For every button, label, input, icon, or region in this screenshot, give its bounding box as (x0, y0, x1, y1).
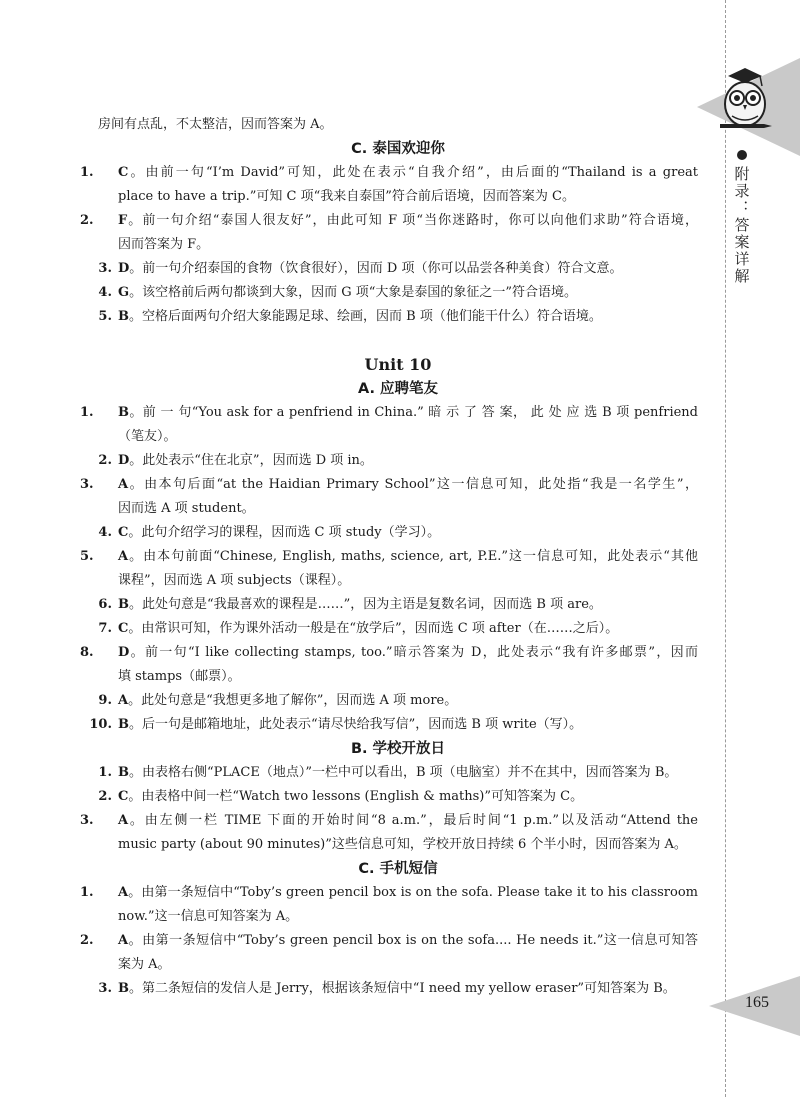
answer-line (98, 521, 698, 545)
answer-item (98, 521, 698, 545)
answer-line (80, 929, 698, 953)
explanation-text: 。由本句后面“at the Haidian Primary School”这一信息可知，此处指“我是一名学生”， (128, 477, 698, 492)
item-number: 4. (98, 285, 112, 300)
answer-letter: C (118, 165, 129, 180)
answer-line (98, 257, 698, 281)
explanation-text: 。由常识可知，作为课外活动一般是在“放学后”，因而选 C 项 after（在……之后）。 (128, 621, 619, 636)
answer-letter: C (118, 789, 129, 804)
answer-letter: B (118, 981, 129, 996)
explanation-text: 。前一句介绍“泰国人很友好”，由此可知 F 项“当你迷路时，你可以向他们求助”符合语境， (127, 213, 698, 228)
owl-mascot-icon (714, 64, 776, 134)
page-number: 165 (745, 994, 769, 1011)
answer-line (98, 785, 698, 809)
item-number: 3. (98, 981, 112, 996)
item-number: 1. (80, 885, 94, 900)
answer-item (80, 809, 698, 857)
item-number: 7. (98, 621, 112, 636)
answer-line (98, 617, 698, 641)
explanation-text: 。由表格右侧“PLACE（地点）”一栏中可以看出，B 项（电脑室）并不在其中，因而答案为 B。 (129, 765, 678, 780)
explanation-text: 。由前一句“I’m David”可知，此处在表示“自我介绍”，由后面的“Thailand is a great (128, 165, 698, 180)
answer-item (80, 881, 698, 929)
item-number: 5. (80, 549, 94, 564)
answer-letter: B (118, 765, 129, 780)
answer-line (80, 809, 698, 833)
answer-line (80, 881, 698, 905)
answer-item (80, 545, 698, 593)
explanation-text: 。由第一条短信中“Toby’s green pencil box is on the sofa. Please take it to his classroom (128, 885, 698, 900)
answer-item (98, 689, 698, 713)
answer-line (98, 305, 698, 329)
unit-section-0-heading: A. 应聘笔友 (357, 381, 439, 397)
explanation-text: 。由第一条短信中“Toby’s green pencil box is on the sofa.... He needs it.”这一信息可知答 (128, 933, 698, 948)
unit-section-1-heading: B. 学校开放日 (350, 741, 446, 757)
explanation-text: place to have a trip.”可知 C 项“我来自泰国”符合前后语境，因而答案为 C。 (118, 189, 575, 204)
explanation-text: 。前 一 句“You ask for a penfriend in China.” 暗 示 了 答 案， 此 处 应 选 B 项 penfriend (129, 405, 698, 420)
item-number: 1. (80, 165, 94, 180)
explanation-text: 。该空格前后两句都谈到大象，因而 G 项“大象是泰国的象征之一”符合语境。 (129, 285, 578, 300)
answer-line (118, 425, 698, 449)
cut-line-divider (725, 0, 726, 1097)
answer-letter: F (118, 213, 128, 228)
item-number: 2. (80, 213, 94, 228)
answer-line (98, 593, 698, 617)
bullet-icon (737, 150, 747, 160)
explanation-text: 。后一句是邮箱地址，此处表示“请尽快给我写信”，因而选 B 项 write（写）。 (129, 717, 583, 732)
answer-content (80, 113, 698, 1001)
answer-line (118, 185, 698, 209)
answer-item (98, 281, 698, 305)
item-number: 3. (80, 477, 94, 492)
explanation-text: （笔友）。 (118, 429, 177, 444)
explanation-text: 。前一句“I like collecting stamps, too.”暗示答案为 D，此处表示“我有许多邮票”，因而 (129, 645, 698, 660)
answer-letter: B (118, 597, 129, 612)
answer-letter: A (118, 813, 129, 828)
explanation-text: 。此处句意是“我最喜欢的课程是……”，因为主语是复数名词，因而选 B 项 are。 (129, 597, 602, 612)
explanation-text: 。由表格中间一栏“Watch two lessons (English & maths)”可知答案为 C。 (128, 789, 584, 804)
item-number: 1. (98, 765, 112, 780)
answer-letter: D (118, 645, 130, 660)
explanation-text: 因而答案为 F。 (118, 237, 210, 252)
answer-line (118, 569, 698, 593)
answer-line (118, 905, 698, 929)
answer-line (118, 665, 698, 689)
item-number: 8. (80, 645, 94, 660)
answer-item (98, 449, 698, 473)
intro-line: 房间有点乱，不太整洁，因而答案为 A。 (98, 117, 333, 132)
answer-line (80, 209, 698, 233)
explanation-text: 填 stamps（邮票）。 (118, 669, 241, 684)
answer-line (98, 281, 698, 305)
answer-letter: G (118, 285, 130, 300)
section-0-heading: C. 泰国欢迎你 (351, 141, 445, 157)
explanation-text: 。前一句介绍泰国的食物（饮食很好），因而 D 项（你可以品尝各种美食）符合文意。 (129, 261, 623, 276)
unit-heading: Unit 10 (364, 355, 432, 374)
item-number: 10. (89, 717, 112, 732)
answer-line (80, 401, 698, 425)
answer-letter: A (118, 885, 129, 900)
answer-item (80, 161, 698, 209)
answer-item (98, 305, 698, 329)
answer-line (118, 953, 698, 977)
appendix-side-label (730, 150, 754, 285)
answer-item (89, 713, 698, 737)
answer-line (80, 473, 698, 497)
item-number: 2. (98, 453, 112, 468)
answer-letter: A (118, 549, 129, 564)
explanation-text: 。由左侧一栏 TIME 下面的开始时间“8 a.m.”，最后时间“1 p.m.”以及活动“Attend the (128, 813, 698, 828)
answer-letter: D (118, 261, 130, 276)
answer-line (98, 761, 698, 785)
item-number: 1. (80, 405, 94, 420)
item-number: 3. (98, 261, 112, 276)
explanation-text: now.”这一信息可知答案为 A。 (118, 909, 299, 924)
answer-line (80, 545, 698, 569)
answer-line (118, 233, 698, 257)
answer-letter: A (118, 693, 129, 708)
item-number: 9. (98, 693, 112, 708)
answer-line (118, 497, 698, 521)
item-number: 2. (98, 789, 112, 804)
answer-letter: C (118, 621, 129, 636)
answer-line (118, 833, 698, 857)
answer-letter: D (118, 453, 130, 468)
answer-item (80, 929, 698, 977)
item-number: 4. (98, 525, 112, 540)
answer-item (80, 401, 698, 449)
explanation-text: 因而选 A 项 student。 (118, 501, 255, 516)
answer-item (98, 785, 698, 809)
explanation-text: 。第二条短信的发信人是 Jerry，根据该条短信中“I need my yellow eraser”可知答案为 B。 (129, 981, 676, 996)
explanation-text: 。空格后面两句介绍大象能踢足球、绘画，因而 B 项（他们能干什么）符合语境。 (129, 309, 602, 324)
answer-item (98, 761, 698, 785)
answer-item (98, 617, 698, 641)
explanation-text: 。此句介绍学习的课程，因而选 C 项 study（学习）。 (128, 525, 441, 540)
answer-letter: A (118, 477, 129, 492)
answer-item (98, 977, 698, 1001)
explanation-text: 课程”，因而选 A 项 subjects（课程）。 (118, 573, 351, 588)
answer-line (98, 977, 698, 1001)
answer-item (80, 641, 698, 689)
side-label-text: 附录：答案详解 (732, 166, 751, 285)
answer-item (80, 473, 698, 521)
answer-letter: B (118, 717, 129, 732)
explanation-text: 案为 A。 (118, 957, 171, 972)
explanation-text: 。此处表示“住在北京”，因而选 D 项 in。 (129, 453, 373, 468)
item-number: 2. (80, 933, 94, 948)
answer-item (80, 209, 698, 257)
answer-letter: B (118, 405, 129, 420)
answer-item (98, 257, 698, 281)
unit-section-2-heading: C. 手机短信 (358, 861, 438, 877)
explanation-text: music party (about 90 minutes)”这些信息可知，学校开放日持续 6 个半小时，因而答案为 A。 (118, 837, 687, 852)
item-number: 6. (98, 597, 112, 612)
answer-line (80, 641, 698, 665)
answer-letter: C (118, 525, 129, 540)
answer-line (98, 689, 698, 713)
answer-line (89, 713, 698, 737)
answer-letter: A (118, 933, 129, 948)
answer-item (98, 593, 698, 617)
explanation-text: 。此处句意是“我想更多地了解你”，因而选 A 项 more。 (128, 693, 458, 708)
item-number: 3. (80, 813, 94, 828)
answer-line (80, 161, 698, 185)
answer-letter: B (118, 309, 129, 324)
explanation-text: 。由本句前面“Chinese, English, maths, science, art, P.E.”这一信息可知，此处表示“其他 (128, 549, 698, 564)
item-number: 5. (98, 309, 112, 324)
answer-line (98, 449, 698, 473)
